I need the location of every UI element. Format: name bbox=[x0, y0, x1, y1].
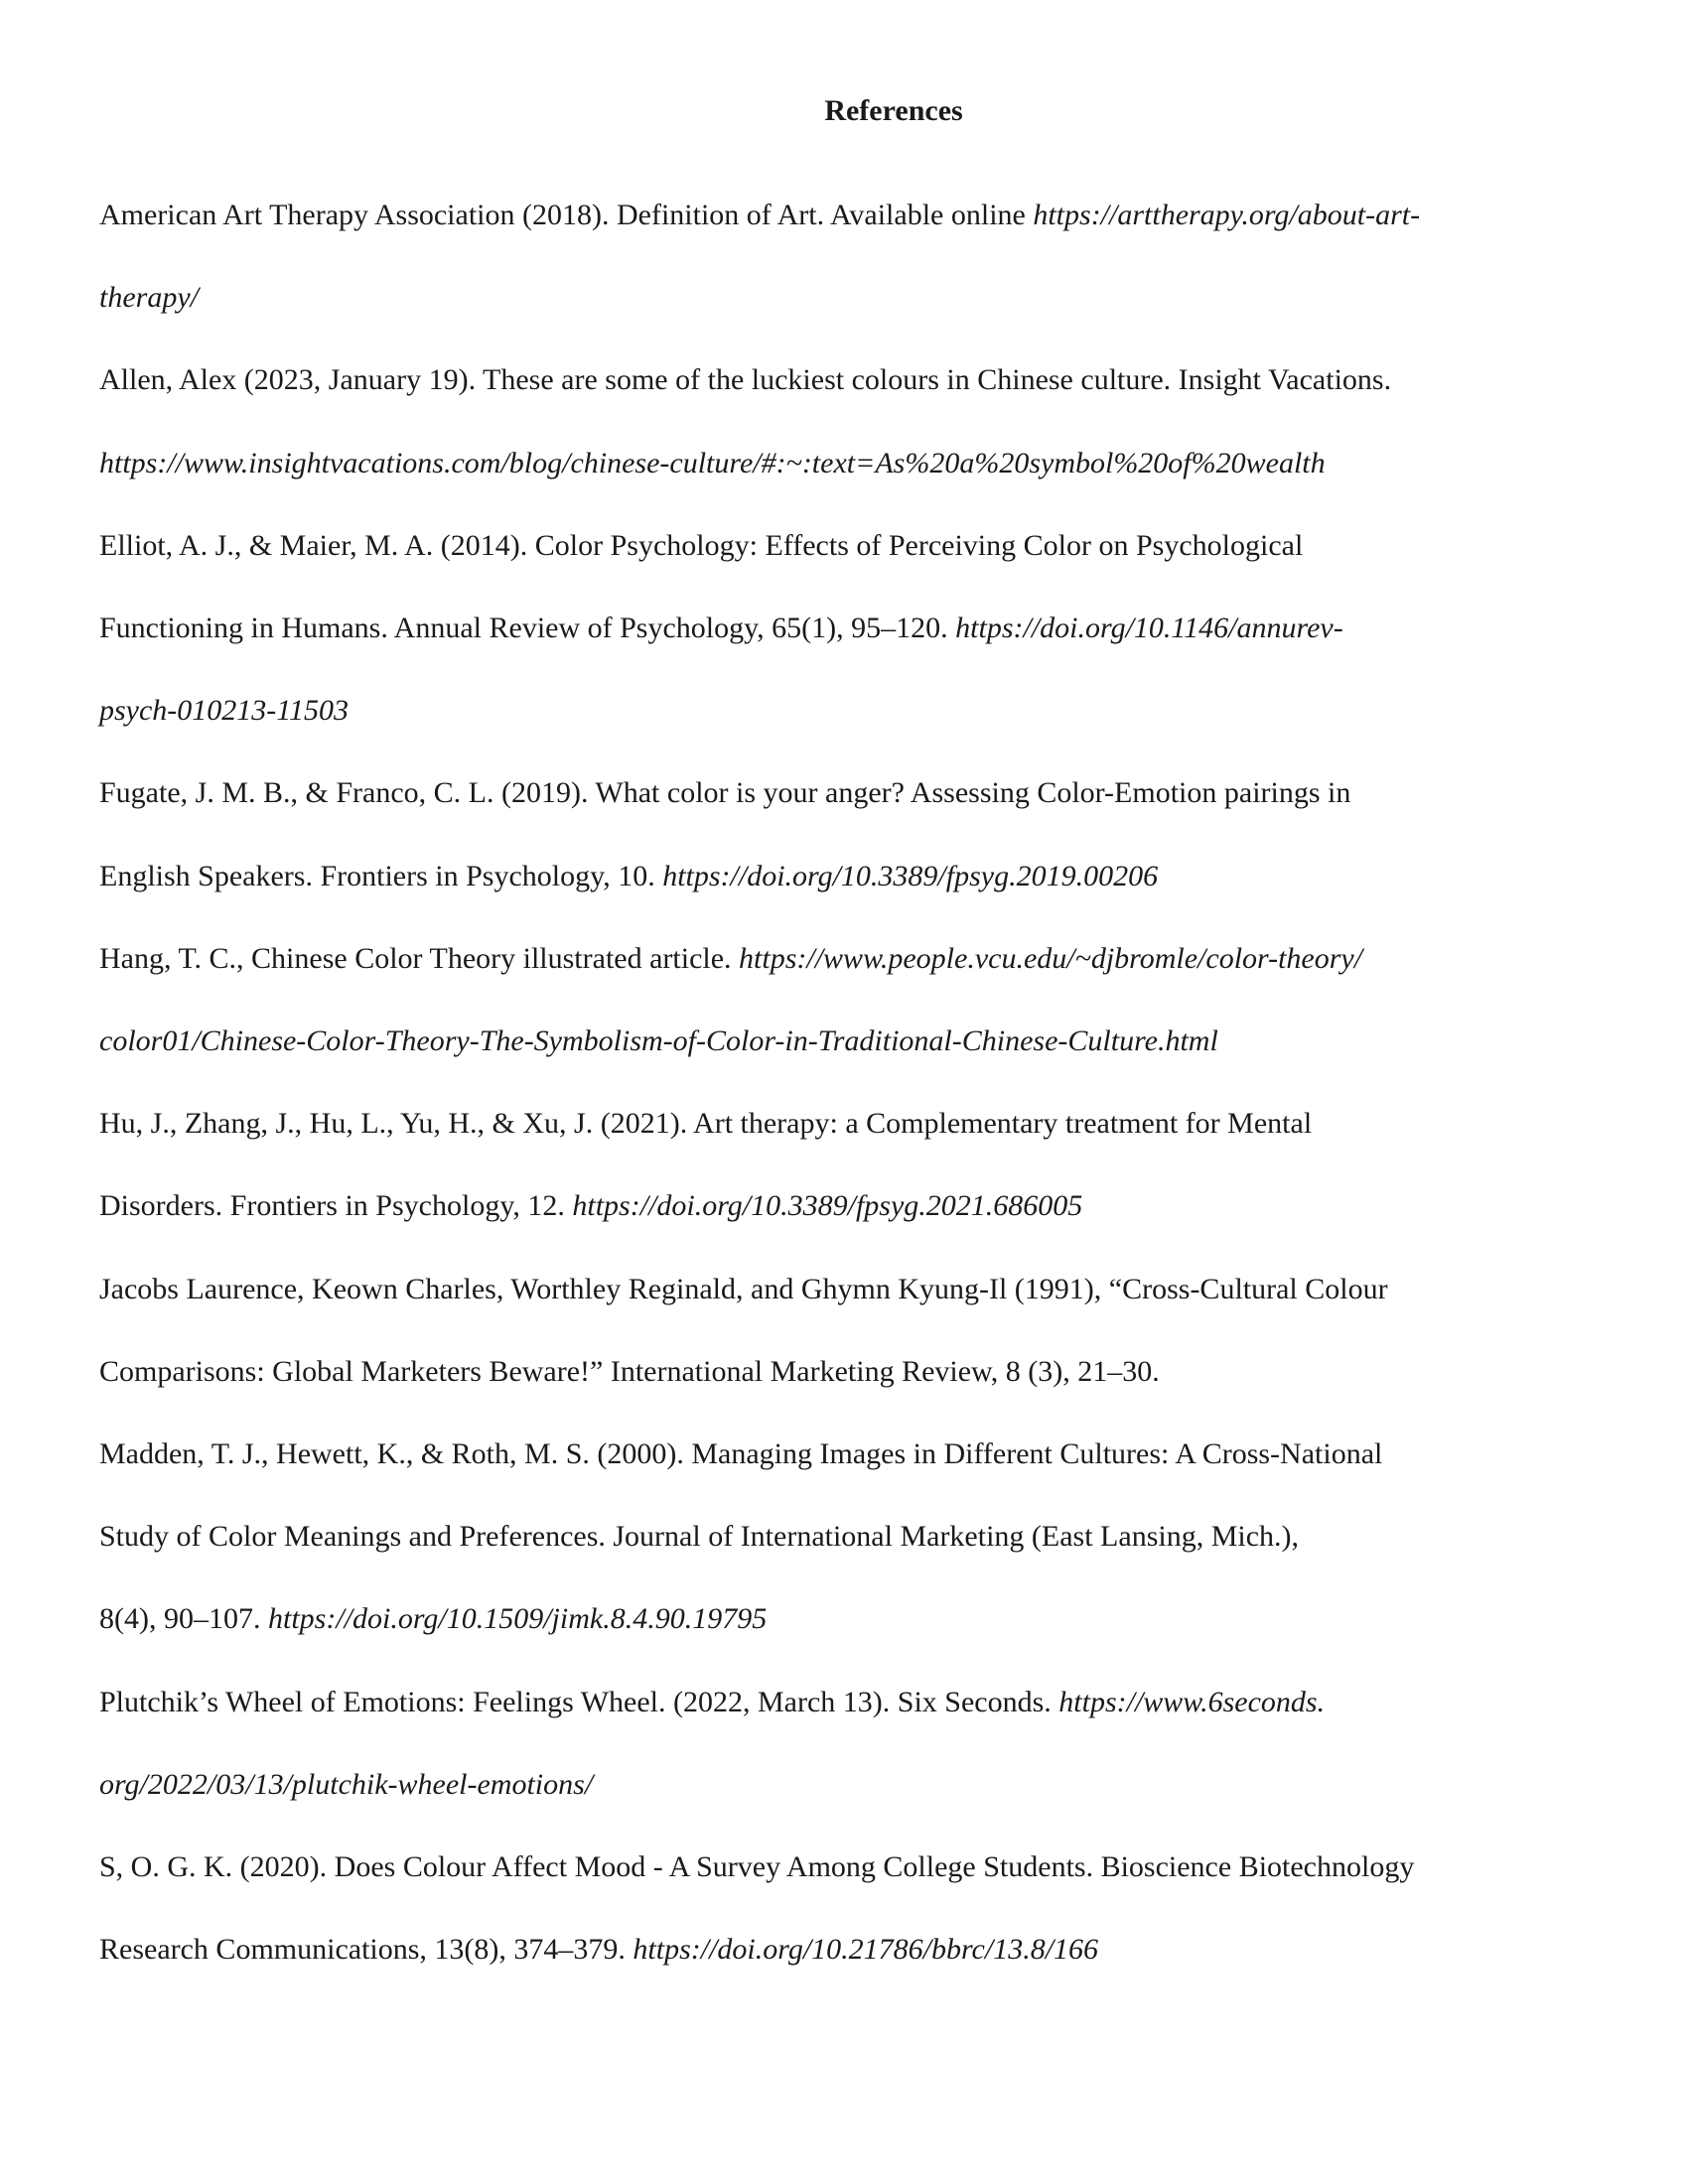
reference-line bbox=[99, 339, 1599, 421]
reference-text: Madden, T. J., Hewett, K., & Roth, M. S. (2000). Managing Images in Different Cultures: A Cross-National bbox=[99, 1437, 1383, 1471]
reference-line bbox=[99, 1082, 1599, 1164]
reference-line bbox=[99, 1908, 1599, 1990]
reference-url[interactable]: therapy/ bbox=[99, 281, 199, 315]
reference-entry bbox=[99, 1248, 1599, 1413]
reference-line bbox=[99, 1248, 1599, 1330]
reference-url[interactable]: https://doi.org/10.1509/jimk.8.4.90.19795 bbox=[267, 1602, 768, 1636]
references-heading: References bbox=[824, 94, 963, 127]
reference-line bbox=[99, 504, 1599, 587]
reference-text: Elliot, A. J., & Maier, M. A. (2014). Color Psychology: Effects of Perceiving Color on Psychological bbox=[99, 528, 1304, 562]
reference-text: Comparisons: Global Marketers Beware!” International Marketing Review, 8 (3), 21–30. bbox=[99, 1354, 1160, 1388]
reference-url[interactable]: https://doi.org/10.3389/fpsyg.2019.00206 bbox=[662, 859, 1159, 892]
reference-line bbox=[99, 669, 1599, 751]
reference-line bbox=[99, 174, 1599, 256]
reference-text: Hu, J., Zhang, J., Hu, L., Yu, H., & Xu, J. (2021). Art therapy: a Complementary treatment for Mental bbox=[99, 1107, 1313, 1141]
reference-entry bbox=[99, 1826, 1599, 1990]
reference-text: Allen, Alex (2023, January 19). These are some of the luckiest colours in Chinese culture. Insight Vacations. bbox=[99, 363, 1392, 397]
reference-url[interactable]: color01/Chinese-Color-Theory-The-Symbolism-of-Color-in-Traditional-Chinese-Culture.html bbox=[99, 1024, 1218, 1058]
reference-text: Jacobs Laurence, Keown Charles, Worthley Reginald, and Ghymn Kyung-Il (1991), “Cross-Cultural Colour bbox=[99, 1272, 1388, 1305]
reference-text: Fugate, J. M. B., & Franco, C. L. (2019). What color is your anger? Assessing Color-Emotion pairings in bbox=[99, 776, 1351, 810]
reference-line bbox=[99, 835, 1599, 917]
reference-url[interactable]: psych-010213-11503 bbox=[99, 694, 350, 728]
reference-entry bbox=[99, 1661, 1599, 1826]
reference-line bbox=[99, 1743, 1599, 1826]
reference-url[interactable]: org/2022/03/13/plutchik-wheel-emotions/ bbox=[99, 1767, 594, 1801]
reference-line bbox=[99, 751, 1599, 834]
reference-line bbox=[99, 1330, 1599, 1413]
reference-entry bbox=[99, 339, 1599, 503]
reference-entry bbox=[99, 504, 1599, 752]
reference-text: Plutchik’s Wheel of Emotions: Feelings Wheel. (2022, March 13). Six Seconds. bbox=[99, 1685, 1059, 1718]
reference-text: Disorders. Frontiers in Psychology, 12. bbox=[99, 1189, 573, 1223]
reference-entry bbox=[99, 917, 1599, 1082]
reference-text: Hang, T. C., Chinese Color Theory illustrated article. bbox=[99, 941, 740, 975]
reference-text: Functioning in Humans. Annual Review of Psychology, 65(1), 95–120. bbox=[99, 612, 956, 645]
reference-line bbox=[99, 422, 1599, 504]
reference-line bbox=[99, 587, 1599, 669]
reference-text: Study of Color Meanings and Preferences. Journal of International Marketing (East Lansing, Mich.), bbox=[99, 1520, 1300, 1554]
reference-line bbox=[99, 1661, 1599, 1743]
reference-text: Research Communications, 13(8), 374–379. bbox=[99, 1933, 633, 1967]
reference-line bbox=[99, 1000, 1599, 1082]
reference-text: 8(4), 90–107. bbox=[99, 1602, 268, 1636]
reference-url[interactable]: https://doi.org/10.1146/annurev- bbox=[955, 612, 1343, 645]
reference-line bbox=[99, 1826, 1599, 1908]
reference-url[interactable]: https://www.people.vcu.edu/~djbromle/color-theory/ bbox=[739, 941, 1363, 975]
reference-line bbox=[99, 1495, 1599, 1577]
reference-url[interactable]: https://www.insightvacations.com/blog/chinese-culture/#:~:text=As%20a%20symbol%20of%20wealth bbox=[99, 446, 1326, 479]
reference-line bbox=[99, 917, 1599, 1000]
reference-url[interactable]: https://doi.org/10.21786/bbrc/13.8/166 bbox=[633, 1933, 1099, 1967]
reference-entry bbox=[99, 174, 1599, 339]
reference-list bbox=[99, 174, 1599, 1990]
reference-line bbox=[99, 1164, 1599, 1247]
reference-line bbox=[99, 1577, 1599, 1660]
reference-line bbox=[99, 256, 1599, 339]
reference-entry bbox=[99, 751, 1599, 916]
reference-text: English Speakers. Frontiers in Psychology, 10. bbox=[99, 859, 663, 892]
reference-text: American Art Therapy Association (2018). Definition of Art. Available online bbox=[99, 199, 1034, 231]
reference-url[interactable]: https://doi.org/10.3389/fpsyg.2021.686005 bbox=[572, 1189, 1083, 1223]
reference-url[interactable]: https://www.6seconds. bbox=[1058, 1685, 1326, 1718]
reference-entry bbox=[99, 1082, 1599, 1247]
reference-text: S, O. G. K. (2020). Does Colour Affect Mood - A Survey Among College Students. Bioscience Biotechnology bbox=[99, 1850, 1415, 1884]
reference-entry bbox=[99, 1413, 1599, 1661]
reference-line bbox=[99, 1413, 1599, 1495]
reference-url[interactable]: https://arttherapy.org/about-art- bbox=[1033, 199, 1421, 231]
